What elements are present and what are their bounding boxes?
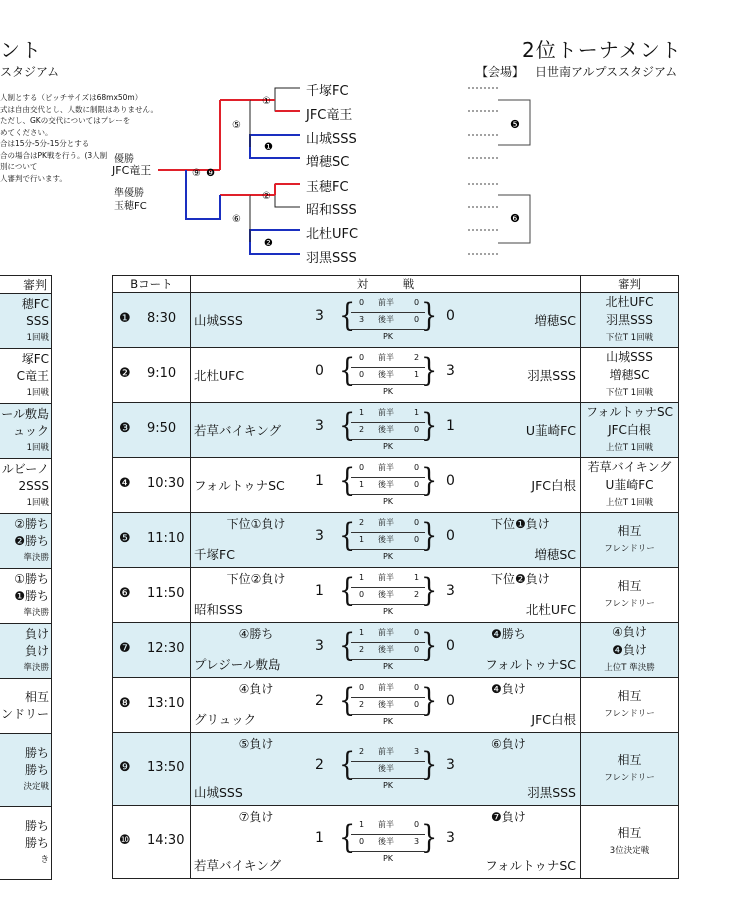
referee-note: 3位決定戦 [609, 846, 650, 856]
team2-name: 増穂SC [534, 313, 576, 328]
second-half-row: 1 後半 0 [351, 477, 425, 491]
team1-condition: 下位①負け [226, 517, 286, 531]
time-cell [113, 568, 191, 623]
half-score-box: { } 2 前半 0 1 後半 0 PK [339, 516, 437, 561]
left-row [0, 807, 52, 880]
team2-condition: 下位❷負け [491, 572, 550, 586]
left-ref-1: 塚FC [21, 351, 49, 366]
left-ref-cell [0, 459, 52, 514]
referee-2: 増穂SC [609, 368, 650, 382]
match-time: 13:50 [147, 760, 185, 775]
team1-name: 若草バイキング [194, 423, 282, 438]
left-row [0, 404, 52, 459]
team1-condition: 下位②負け [226, 572, 286, 586]
match-time: 10:30 [147, 476, 185, 491]
court-header: Bコート [113, 276, 191, 293]
left-ref-cell [0, 734, 52, 807]
note-line: ただし、GKの交代についてはプレーを [0, 116, 131, 125]
first-half-row: 1 前半 0 [359, 820, 420, 829]
left-ref-2: ❶勝ち [14, 588, 49, 603]
bracket-team: 昭和SSS [306, 203, 357, 218]
bracket-num: ❷ [264, 238, 273, 249]
referee-2: U韮崎FC [605, 478, 654, 492]
first-half-row: 1 前半 0 [359, 628, 420, 637]
team1-score: 1 [315, 830, 324, 846]
left-ref-note: 準決勝 [23, 552, 49, 563]
match-number: ❾ [119, 760, 131, 775]
note-line: 合は15分-5分-15分とする [0, 139, 90, 148]
note-line: 人制とする（ピッチサイズは68mx50m） [0, 93, 143, 102]
bracket-team: 千塚FC [306, 84, 349, 99]
first-half-row: 2 前半 3 [359, 747, 420, 756]
left-ref-1: 相互 [24, 690, 49, 704]
left-ref-note: 決定戦 [23, 781, 49, 792]
pk-row: PK [351, 384, 425, 398]
right-title: 2位トーナメント [522, 38, 682, 62]
team2-score: 0 [446, 528, 455, 544]
match-cell [191, 678, 581, 733]
first-half-row: 0 前半 2 [359, 353, 420, 362]
winner-team: JFC竜王 [112, 164, 152, 177]
second-half-row: 2 後半 0 [351, 422, 425, 436]
left-ref-cell [0, 514, 52, 569]
half-score-box: { } 0 前半 2 0 後半 1 PK [339, 351, 437, 396]
referee-cell [581, 458, 679, 513]
match-time: 9:50 [147, 421, 177, 436]
left-ref-1: 穂FC [21, 296, 49, 311]
note-line: 人審判で行います。 [0, 173, 67, 183]
left-ref-1: 勝ち [24, 818, 49, 833]
match-time: 8:30 [147, 311, 177, 326]
note-line: 別について [0, 162, 38, 171]
team1-name: 若草バイキング [194, 858, 282, 873]
time-cell [113, 678, 191, 733]
match-cell [191, 733, 581, 806]
left-ref-2: C竜王 [16, 368, 49, 383]
referee-note: フレンドリー [604, 599, 655, 609]
bracket-num: ❻ [510, 212, 520, 225]
left-ref-note: 準決勝 [23, 662, 49, 673]
team2-score: 0 [446, 638, 455, 654]
time-cell [113, 733, 191, 806]
referee-1: 若草バイキング [587, 460, 672, 474]
left-row [0, 514, 52, 569]
referee-cell [581, 623, 679, 678]
left-ref-note: 1回戦 [26, 332, 49, 343]
second-half-row: 0 後半 1 [351, 367, 425, 381]
referee-note: フレンドリー [604, 773, 655, 783]
left-row [0, 734, 52, 807]
match-number: ❸ [119, 421, 131, 436]
left-ref-note: 1回戦 [26, 387, 49, 398]
second-half-row: 0 後半 2 [351, 587, 425, 601]
team2-name: JFC白根 [531, 478, 576, 493]
team2-condition: 下位❶負け [491, 517, 550, 531]
first-half-row: 1 前半 1 [359, 573, 420, 582]
team2-condition: ❼負け [491, 810, 526, 824]
pk-row: PK [351, 494, 425, 508]
pk-row: PK [351, 439, 425, 453]
left-ref-1: 負け [24, 626, 49, 641]
second-half-row: 2 後半 0 [351, 697, 425, 711]
referee-cell [581, 733, 679, 806]
referee-2: JFC白根 [608, 423, 651, 437]
match-row [113, 623, 679, 678]
second-half-row: 3 後半 0 [351, 312, 425, 326]
left-ref-cell [0, 679, 52, 734]
note-line: 合の場合はPK戦を行う。(3人制 [0, 150, 108, 160]
first-half-row: 1 前半 1 [359, 408, 420, 417]
left-ref-1: ール敷島 [1, 406, 49, 421]
team2-score: 3 [446, 583, 455, 599]
match-row [113, 678, 679, 733]
team1-name: 昭和SSS [194, 602, 243, 617]
bracket-team: 玉穂FC [306, 180, 349, 195]
referee-note: フレンドリー [604, 544, 655, 554]
team2-condition: ❹負け [491, 682, 526, 696]
team2-name: 増穂SC [534, 547, 576, 562]
second-half-row: 1 後半 0 [351, 532, 425, 546]
left-ref-note: 1回戦 [26, 442, 49, 453]
referee-1 [581, 568, 678, 577]
time-cell [113, 348, 191, 403]
team2-score: 3 [446, 757, 455, 773]
team1-name: フォルトゥナSC [194, 478, 285, 493]
match-cell [191, 513, 581, 568]
left-ref-note: 1回戦 [26, 497, 49, 508]
bracket-num: ❾ [206, 168, 215, 179]
team1-score: 2 [315, 693, 324, 709]
left-ref-2: SSS [26, 313, 49, 328]
referee-1: 北杜UFC [605, 295, 654, 309]
bracket-num: ① [262, 96, 271, 107]
runner-up-label: 準優勝 [114, 188, 144, 199]
referee-note: 上位T 準決勝 [604, 663, 655, 673]
first-half-row: 0 前半 0 [359, 463, 420, 472]
match-number: ❿ [119, 833, 131, 848]
left-title: ント [0, 38, 42, 62]
team2-score: 0 [446, 693, 455, 709]
match-time: 13:10 [147, 696, 185, 711]
match-number: ❷ [119, 366, 131, 381]
match-time: 12:30 [147, 641, 185, 656]
team2-name: フォルトゥナSC [485, 858, 576, 873]
bracket-num: ⑥ [232, 214, 241, 225]
team2-condition: ⑥負け [491, 737, 526, 751]
left-row [0, 459, 52, 514]
left-ref-cell [0, 404, 52, 459]
match-row [113, 733, 679, 806]
half-score-box: { } 1 前半 0 0 後半 3 PK [339, 818, 437, 863]
match-time: 9:10 [147, 366, 177, 381]
referee-note: 下位T 1回戦 [605, 333, 654, 343]
time-cell [113, 458, 191, 513]
team1-name: グリュック [194, 712, 257, 727]
team1-name: 山城SSS [194, 785, 243, 800]
referee-note: フレンドリー [604, 709, 655, 719]
left-ref-2: 勝ち [24, 835, 49, 850]
referee-cell [581, 403, 679, 458]
referee-2: 相互 [617, 524, 642, 538]
right-venue-label: 【会場】 [476, 65, 525, 79]
bracket-num: ❶ [264, 142, 273, 153]
bracket-num: ❺ [510, 118, 520, 131]
team2-score: 0 [446, 473, 455, 489]
team1-name: 北杜UFC [194, 368, 245, 383]
referee-cell [581, 348, 679, 403]
referee-2: 羽黒SSS [606, 313, 653, 327]
referee-1: ④負け [612, 625, 647, 639]
referee-header: 審判 [581, 276, 679, 293]
team1-score: 3 [315, 308, 324, 324]
match-row [113, 513, 679, 568]
team1-condition: ⑦負け [238, 810, 274, 824]
team1-condition: ⑤負け [238, 737, 274, 751]
team2-score: 3 [446, 830, 455, 846]
bracket-num: ⑨ [192, 168, 201, 179]
left-ref-cell [0, 569, 52, 624]
referee-1: フォルトゥナSC [585, 405, 674, 419]
first-half-row: 0 前半 0 [359, 298, 420, 307]
team1-score: 1 [315, 473, 324, 489]
team1-score: 3 [315, 528, 324, 544]
referee-2: 相互 [617, 753, 642, 767]
left-ref-cell [0, 624, 52, 679]
team1-score: 0 [315, 363, 324, 379]
winner-label: 優勝 [114, 154, 134, 165]
left-row [0, 679, 52, 734]
pk-row: PK [351, 549, 425, 563]
team2-score: 1 [446, 418, 455, 434]
left-ref-2: ❷勝ち [14, 533, 49, 548]
match-number: ❼ [119, 641, 131, 656]
match-number: ❹ [119, 476, 131, 491]
team1-condition: ④勝ち [238, 627, 274, 641]
second-bracket [0, 0, 750, 270]
team1-score: 1 [315, 583, 324, 599]
second-half-row: 0 後半 3 [351, 834, 425, 848]
left-ref-cell [0, 807, 52, 880]
team2-name: 北杜UFC [525, 602, 576, 617]
runner-up-team: 玉穂FC [114, 201, 147, 212]
referee-1: 山城SSS [606, 350, 653, 364]
left-row [0, 624, 52, 679]
left-ref-cell [0, 349, 52, 404]
bracket-team: 増穂SC [306, 155, 350, 170]
time-cell [113, 293, 191, 348]
left-ref-1: ルビーノ [1, 461, 49, 476]
match-cell [191, 293, 581, 348]
pk-row: PK [351, 778, 425, 792]
bracket-team: JFC竜王 [306, 108, 353, 123]
match-row [113, 293, 679, 348]
left-ref-cell [0, 294, 52, 349]
referee-cell [581, 568, 679, 623]
match-row [113, 403, 679, 458]
referee-1 [581, 678, 678, 687]
referee-2: ❹負け [612, 643, 647, 657]
referee-cell [581, 513, 679, 568]
team1-score: 3 [315, 418, 324, 434]
referee-note: 上位T 1回戦 [605, 443, 654, 453]
team2-name: フォルトゥナSC [485, 657, 576, 672]
right-venue: 日世南アルプススタジアム [535, 65, 678, 79]
half-score-box: { } 1 前半 0 2 後半 0 PK [339, 626, 437, 671]
pk-row: PK [351, 604, 425, 618]
time-cell [113, 403, 191, 458]
time-cell [113, 513, 191, 568]
match-cell [191, 568, 581, 623]
referee-note: 上位T 1回戦 [605, 498, 654, 508]
match-row [113, 458, 679, 513]
match-cell [191, 806, 581, 879]
time-cell [113, 806, 191, 879]
referee-2: 相互 [617, 826, 642, 840]
left-ref-2: ンドリー [0, 707, 49, 721]
pk-row: PK [351, 851, 425, 865]
match-number: ❻ [119, 586, 131, 601]
time-cell [113, 623, 191, 678]
pk-row: PK [351, 329, 425, 343]
match-cell [191, 458, 581, 513]
bracket-team: 羽黒SSS [306, 251, 357, 266]
referee-1 [581, 513, 678, 522]
left-ref-note: 準決勝 [23, 607, 49, 618]
left-row [0, 294, 52, 349]
team1-name: 山城SSS [194, 313, 243, 328]
left-ref-1: 勝ち [24, 745, 49, 760]
match-cell [191, 348, 581, 403]
note-line: 式は自由交代とし、人数に制限はありません。 [0, 104, 158, 114]
team2-name: JFC白根 [531, 712, 576, 727]
left-ref-2: 2SSS [18, 478, 49, 493]
left-venue: スタジアム [0, 65, 60, 79]
note-line: めてください。 [0, 127, 53, 137]
team2-name: 羽黒SSS [527, 368, 576, 383]
bracket-num: ⑤ [232, 120, 241, 131]
bracket-team: 山城SSS [306, 132, 357, 147]
left-ref-note: き [40, 854, 49, 865]
pk-row: PK [351, 659, 425, 673]
left-schedule-table [0, 275, 52, 880]
team1-name: プレジール敷島 [194, 657, 281, 672]
half-score-box: { } 2 前半 3 後半 PK [339, 745, 437, 790]
match-time: 14:30 [147, 833, 185, 848]
referee-cell [581, 293, 679, 348]
schedule-table [112, 275, 679, 879]
team2-name: 羽黒SSS [527, 785, 576, 800]
left-ref-header: 審判 [0, 276, 52, 294]
referee-2: 相互 [617, 689, 642, 703]
match-number: ❺ [119, 531, 131, 546]
match-cell [191, 403, 581, 458]
match-cell [191, 623, 581, 678]
bracket-num: ② [262, 191, 271, 202]
second-half-row: 2 後半 0 [351, 642, 425, 656]
team2-name: U韮崎FC [525, 423, 576, 438]
half-score-box: { } 0 前半 0 3 後半 0 PK [339, 296, 437, 341]
team2-score: 0 [446, 308, 455, 324]
left-ref-1: ①勝ち [14, 571, 49, 586]
team1-score: 3 [315, 638, 324, 654]
left-ref-2: 負け [24, 643, 49, 658]
second-half-row: 後半 [351, 761, 425, 775]
first-half-row: 2 前半 0 [359, 518, 420, 527]
team1-name: 千塚FC [194, 547, 235, 562]
bracket-team: 北杜UFC [306, 227, 359, 242]
match-header: 対 戦 [191, 276, 581, 293]
half-score-box: { } 0 前半 0 2 後半 0 PK [339, 681, 437, 726]
pk-row: PK [351, 714, 425, 728]
left-ref-2: 勝ち [24, 762, 49, 777]
left-ref-2: ュック [12, 423, 49, 438]
team2-score: 3 [446, 363, 455, 379]
team1-condition: ④負け [238, 682, 274, 696]
left-row [0, 569, 52, 624]
referee-cell [581, 806, 679, 879]
match-row [113, 348, 679, 403]
half-score-box: { } 0 前半 0 1 後半 0 PK [339, 461, 437, 506]
match-number: ❽ [119, 696, 131, 711]
referee-cell [581, 678, 679, 733]
referee-1 [581, 806, 678, 824]
first-half-row: 0 前半 0 [359, 683, 420, 692]
half-score-box: { } 1 前半 1 0 後半 2 PK [339, 571, 437, 616]
referee-1 [581, 733, 678, 751]
left-row [0, 349, 52, 404]
match-number: ❶ [119, 311, 131, 326]
match-row [113, 806, 679, 879]
half-score-box: { } 1 前半 1 2 後半 0 PK [339, 406, 437, 451]
left-ref-1: ②勝ち [14, 516, 49, 531]
team1-score: 2 [315, 757, 324, 773]
referee-note: 下位T 1回戦 [605, 388, 654, 398]
match-time: 11:50 [147, 586, 185, 601]
match-time: 11:10 [147, 531, 185, 546]
team2-condition: ❹勝ち [491, 627, 526, 641]
referee-2: 相互 [617, 579, 642, 593]
match-row [113, 568, 679, 623]
